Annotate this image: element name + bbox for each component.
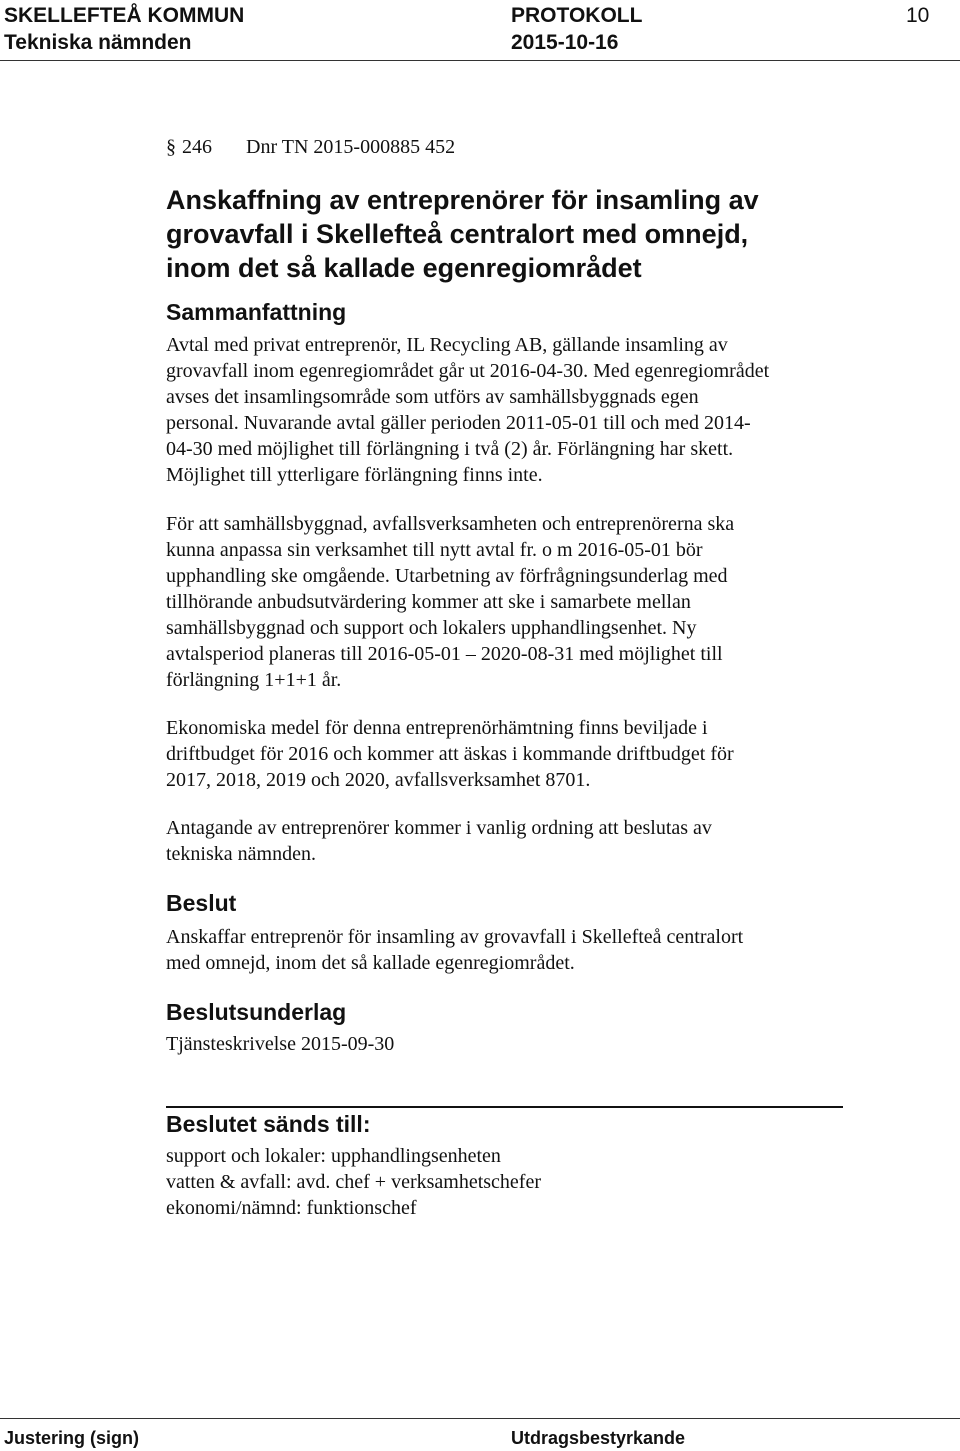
org-name: SKELLEFTEÅ KOMMUN [4, 4, 245, 27]
text-line: avtalsperiod planeras till 2016-05-01 – 2020-08-31 med möjlighet till [166, 643, 723, 665]
decision-basis-heading: Beslutsunderlag [166, 999, 347, 1025]
decision-text [166, 924, 846, 976]
list-item: support och lokaler: upphandlingsenheten [166, 1145, 501, 1167]
text-line: avses det insamlingsområde som utförs av samhällsbyggnads egen [166, 386, 699, 408]
text-line: Möjlighet till ytterligare förlängning finns inte. [166, 464, 543, 486]
paragraph-symbol: § [166, 136, 176, 158]
text-line: grovavfall inom egenregiområdet går ut 2016-04-30. Med egenregiområdet [166, 360, 770, 382]
title-line: inom det så kallade egenregiområdet [166, 253, 642, 283]
title-line: grovavfall i Skellefteå centralort med omnejd, [166, 219, 749, 249]
certification-label: Utdragsbestyrkande [511, 1428, 686, 1448]
text-line: Anskaffar entreprenör för insamling av grovavfall i Skellefteå centralort [166, 926, 744, 948]
text-line: driftbudget för 2016 och kommer att äskas i kommande driftbudget för [166, 743, 734, 765]
document-type: PROTOKOLL [511, 4, 643, 27]
paragraph-number: 246 [182, 136, 212, 158]
list-item: vatten & avfall: avd. chef + verksamhetschefer [166, 1171, 541, 1193]
footer-divider [0, 1418, 960, 1419]
text-line: tillhörande anbudsutvärdering kommer att ske i samarbete mellan [166, 591, 691, 613]
summary-paragraph-3 [166, 715, 846, 793]
meeting-date: 2015-10-16 [511, 31, 619, 54]
board-name: Tekniska nämnden [4, 31, 192, 54]
text-line: samhällsbyggnad och support och lokalers upphandlingsenhet. Ny [166, 617, 697, 639]
text-line: förlängning 1+1+1 år. [166, 669, 342, 691]
decision-heading: Beslut [166, 890, 237, 916]
title-line: Anskaffning av entreprenörer för insamling av [166, 185, 759, 215]
header-divider [0, 60, 960, 61]
summary-heading: Sammanfattning [166, 299, 347, 325]
text-line: upphandling ske omgående. Utarbetning av förfrågningsunderlag med [166, 565, 728, 587]
text-line: kunna anpassa sin verksamhet till nytt avtal fr. o m 2016-05-01 bör [166, 539, 703, 561]
list-item: ekonomi/nämnd: funktionschef [166, 1197, 417, 1219]
text-line: Avtal med privat entreprenör, IL Recycling AB, gällande insamling av [166, 334, 728, 356]
text-line: För att samhällsbyggnad, avfallsverksamheten och entreprenörerna ska [166, 513, 735, 535]
signature-label: Justering (sign) [4, 1428, 140, 1448]
summary-paragraph-4 [166, 815, 846, 867]
sent-to-list [166, 1143, 846, 1221]
text-line: med omnejd, inom det så kallade egenregiområdet. [166, 952, 575, 974]
text-line: Antagande av entreprenörer kommer i vanlig ordning att beslutas av [166, 817, 712, 839]
page-title [166, 183, 846, 285]
text-line: Ekonomiska medel för denna entreprenörhämtning finns beviljade i [166, 717, 708, 739]
text-line: 04-30 med möjlighet till förlängning i två (2) år. Förlängning har skett. [166, 438, 734, 460]
summary-paragraph-2 [166, 511, 846, 693]
text-line: personal. Nuvarande avtal gäller perioden 2011-05-01 till och med 2014- [166, 412, 751, 434]
sent-to-heading: Beslutet sänds till: [166, 1111, 371, 1137]
page-number: 10 [906, 4, 930, 27]
summary-paragraph-1 [166, 332, 846, 488]
decision-basis-text: Tjänsteskrivelse 2015-09-30 [166, 1033, 395, 1055]
text-line: 2017, 2018, 2019 och 2020, avfallsverksamhet 8701. [166, 769, 591, 791]
diary-number: Dnr TN 2015-000885 452 [246, 136, 456, 158]
section-divider [166, 1106, 843, 1108]
text-line: tekniska nämnden. [166, 843, 316, 865]
